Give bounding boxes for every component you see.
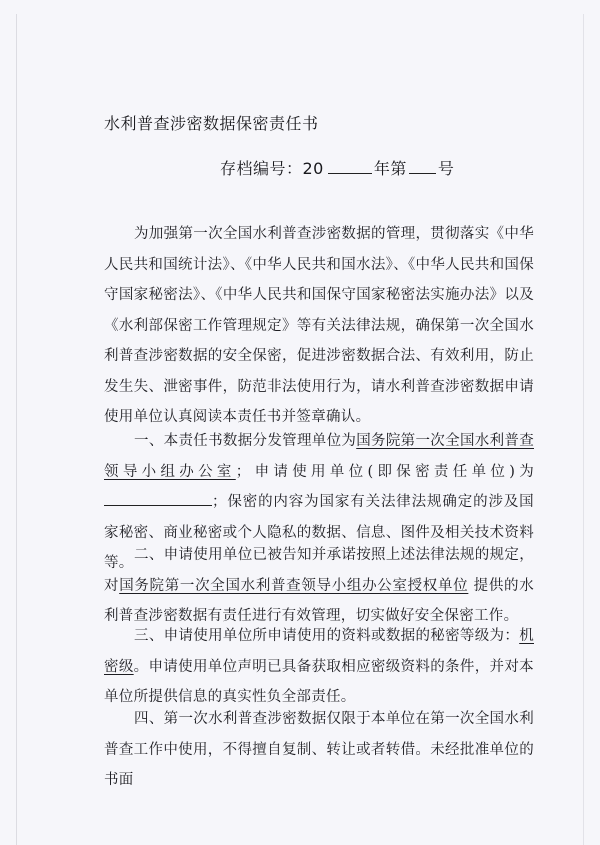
clause-2-tail: 提供的水利普查涉密数据有责任进行有效管理，切实做好安全保密工作。 bbox=[104, 577, 534, 624]
clause-3-lead: 三、申请使用单位所申请使用的资料或数据的秘密等级为： bbox=[134, 628, 520, 644]
paragraph-clause-2 bbox=[104, 540, 534, 632]
archive-number-suffix: 号 bbox=[437, 159, 455, 178]
archive-number-line bbox=[220, 156, 454, 179]
paragraph-clause-3 bbox=[104, 621, 534, 713]
applicant-unit-blank bbox=[104, 491, 212, 506]
clause-2-lead: 二、申请使用单位已被告知并承诺按照上述法律法规的规定，对 bbox=[104, 547, 534, 594]
paragraph-clause-4: 四、第一次水利普查涉密数据仅限于本单位在第一次全国水利普查工作中使用，不得擅自复制、转让或者转借。未经批准单位的书面 bbox=[104, 711, 534, 788]
archive-year-suffix: 年第 bbox=[373, 159, 407, 178]
archive-number-blank bbox=[409, 158, 436, 174]
archive-year-blank bbox=[328, 158, 372, 174]
clause-1-lead: 一、本责任书数据分发管理单位为 bbox=[134, 433, 357, 449]
document-title: 水利普查涉密数据保密责任书 bbox=[104, 114, 319, 133]
archive-prefix: 存档编号：20 bbox=[220, 159, 324, 178]
paragraph-intro: 为加强第一次全国水利普查涉密数据的管理，贯彻落实《中华人民共和国统计法》、《中华人民共和国水法》、《中华人民共和国保守国家秘密法》、《中华人民共和国保守国家秘密法实施办法》以及《水利部保密工作管理规定》等有关法律法规，确保第一次全国水利普查涉密数据的安全保密，促进涉密数据合法、有效利用，防止发生失、泄密事件，防范非法使用行为，请水利普查涉密数据申请使用单位认真阅读本责任书并签章确认。 bbox=[104, 226, 534, 425]
clause-3-tail: 。申请使用单位声明已具备获取相应密级资料的条件，并对本单位所提供信息的真实性负全部责任。 bbox=[104, 658, 534, 705]
clause-1-tail: ；保密的内容为国家有关法律法规确定的涉及国家秘密、商业秘密或个人隐私的数据、信息、图件及相关技术资料等。 bbox=[104, 494, 534, 571]
clause-1-mid: ；申请使用单位(即保密责任单位)为 bbox=[235, 463, 534, 480]
clause-2-agency: 国务院第一次全国水利普查领导小组办公室授权单位 bbox=[119, 577, 469, 594]
clause-1-agency: 国务院第一次全国水利普查领导小组办公室 bbox=[104, 433, 534, 480]
secrecy-level: 机密级 bbox=[104, 628, 534, 675]
